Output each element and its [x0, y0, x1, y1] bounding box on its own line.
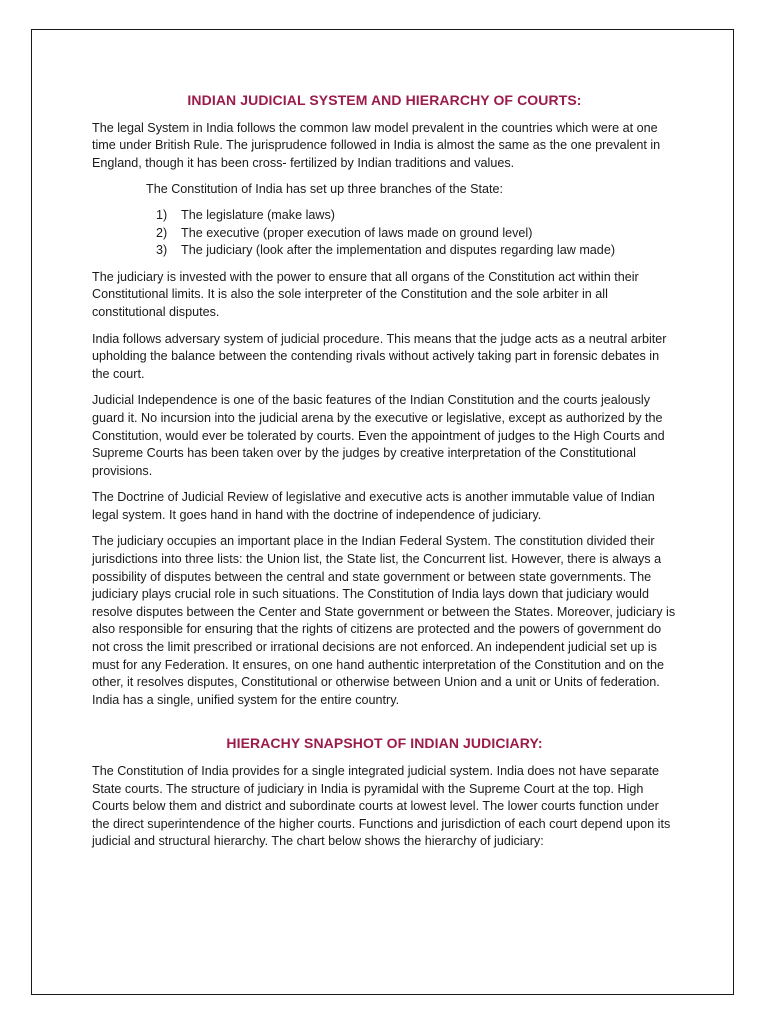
- list-item: [92, 207, 677, 225]
- paragraph-adversary-system: India follows adversary system of judicial procedure. This means that the judge acts as a neutral arbiter upholding the balance between the contending rivals without actively taking part in forensic debates in the court.: [92, 331, 667, 381]
- branches-list: [92, 207, 677, 260]
- paragraph-legal-system: The legal System in India follows the common law model prevalent in the countries which were at one time under British Rule. The jurisprudence followed in India is almost the same as the one prevalent in England, though it has been cross- fertilized by Indian traditions and values.: [92, 120, 661, 170]
- document-title: INDIAN JUDICIAL SYSTEM AND HIERARCHY OF COURTS:: [187, 92, 582, 108]
- paragraph-judicial-independence: Judicial Independence is one of the basic features of the Indian Constitution and the courts jealously guard it. No incursion into the judicial arena by the executive or legislative, except as authorized by the Constitution, would ever be tolerated by courts. Even the appointment of judges to the High Courts and Supreme Courts has been taken over by the judges by creative interpretation of the Constitutional provisions.: [92, 393, 665, 478]
- paragraph-hierarchy: The Constitution of India provides for a single integrated judicial system. India does not have separate State courts. The structure of judiciary in India is pyramidal with the Supreme Court at the top. High Courts below them and district and subordinate courts at lowest level. The lower courts function under the direct superintendence of the higher courts. Functions and jurisdiction of each court depend upon its judicial and structural hierarchy. The chart below shows the hierarchy of judiciary:: [92, 764, 671, 849]
- paragraph-federal-system: The judiciary occupies an important place in the Indian Federal System. The constitution divided their jurisdictions into three lists: the Union list, the State list, the Concurrent list. However, there is always a possibility of disputes between the central and state government or between state governments. The judiciary plays crucial role in such situations. The Constitution of India lays down that judiciary would resolve disputes between the Center and State government or between the States. Moreover, judiciary is also responsible for ensuring that the rights of citizens are protected and the powers of government do not cross the limit prescribed or irrational decisions are not enforced. An independent judicial set up is must for any Federation. It ensures, on one hand authentic interpretation of the Constitution and on the other, it resolves disputes, Constitutional or otherwise between Union and a unit or Units of federation. India has a single, unified system for the entire country.: [92, 534, 676, 707]
- list-item: [92, 242, 677, 260]
- list-item-number: 2): [156, 225, 168, 240]
- list-item-number: 1): [156, 207, 168, 222]
- list-item: [92, 225, 677, 243]
- section-heading-hierarchy: HIERACHY SNAPSHOT OF INDIAN JUDICIARY:: [226, 735, 543, 752]
- document-body: [92, 92, 677, 860]
- list-item-text: The executive (proper execution of laws made on ground level): [181, 225, 533, 240]
- list-item-text: The legislature (make laws): [181, 207, 335, 222]
- paragraph-branches-intro: The Constitution of India has set up three branches of the State:: [146, 182, 504, 197]
- paragraph-judiciary-power: The judiciary is invested with the power to ensure that all organs of the Constitution act within their Constitutional limits. It is also the sole interpreter of the Constitution and the sole arbiter in all constitutional disputes.: [92, 269, 639, 319]
- list-item-number: 3): [156, 243, 168, 258]
- paragraph-judicial-review: The Doctrine of Judicial Review of legislative and executive acts is another immutable value of Indian legal system. It goes hand in hand with the doctrine of independence of judiciary.: [92, 490, 655, 522]
- list-item-text: The judiciary (look after the implementation and disputes regarding law made): [181, 243, 616, 258]
